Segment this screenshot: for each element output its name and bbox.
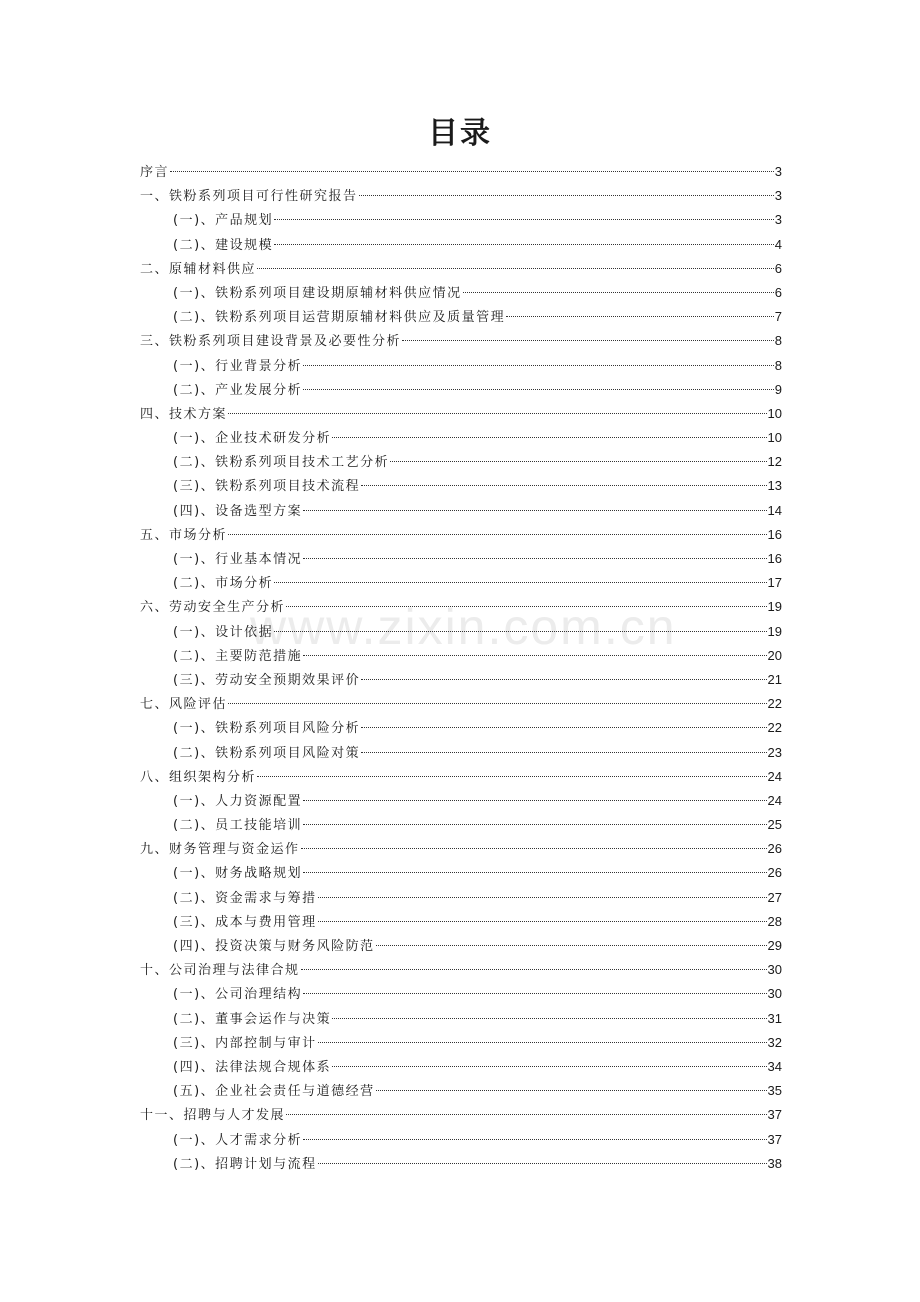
dot-leader xyxy=(318,1163,767,1164)
toc-entry[interactable] xyxy=(140,1007,782,1031)
toc-entry-page-number: 35 xyxy=(767,1083,782,1099)
toc-entry[interactable] xyxy=(140,813,782,837)
dot-leader xyxy=(286,1114,767,1115)
toc-entry[interactable] xyxy=(140,620,782,644)
toc-entry[interactable] xyxy=(140,716,782,740)
toc-entry-page-number: 9 xyxy=(774,381,782,397)
toc-entry-page-number: 24 xyxy=(767,768,782,784)
toc-entry-title: (一)、行业背景分析 xyxy=(173,358,303,374)
toc-entry-page-number: 6 xyxy=(774,284,782,300)
toc-entry[interactable] xyxy=(140,499,782,523)
toc-entry-title: (三)、铁粉系列项目技术流程 xyxy=(173,479,361,495)
toc-entry[interactable] xyxy=(140,789,782,813)
toc-entry-title: (二)、董事会运作与决策 xyxy=(173,1011,332,1027)
toc-entry[interactable] xyxy=(140,910,782,934)
dot-leader xyxy=(376,945,767,946)
toc-entry-page-number: 3 xyxy=(774,188,782,204)
dot-leader xyxy=(359,195,774,196)
toc-entry-page-number: 6 xyxy=(774,260,782,276)
toc-entry-title: (三)、劳动安全预期效果评价 xyxy=(173,672,361,688)
toc-entry-title: 九、财务管理与资金运作 xyxy=(140,842,300,858)
toc-entry-page-number: 27 xyxy=(767,889,782,905)
toc-entry-title: 二、原辅材料供应 xyxy=(140,261,257,277)
dot-leader xyxy=(301,969,767,970)
dot-leader xyxy=(228,534,767,535)
toc-entry[interactable] xyxy=(140,1128,782,1152)
toc-entry[interactable] xyxy=(140,474,782,498)
toc-entry[interactable] xyxy=(140,692,782,716)
dot-leader xyxy=(303,510,766,511)
page-title: 目录 xyxy=(428,116,492,151)
toc-entry-page-number: 21 xyxy=(767,671,782,687)
toc-entry-page-number: 26 xyxy=(767,841,782,857)
toc-entry-title: (二)、铁粉系列项目运营期原辅材料供应及质量管理 xyxy=(173,310,506,326)
dot-leader xyxy=(301,848,767,849)
dot-leader xyxy=(303,655,766,656)
toc-entry-page-number: 37 xyxy=(767,1131,782,1147)
dot-leader xyxy=(463,292,774,293)
toc-entry-title: (一)、人才需求分析 xyxy=(173,1132,303,1148)
toc-entry[interactable] xyxy=(140,1152,782,1176)
dot-leader xyxy=(332,1066,766,1067)
toc-entry-page-number: 37 xyxy=(767,1107,782,1123)
toc-entry[interactable] xyxy=(140,208,782,232)
toc-entry-title: (四)、法律法规合规体系 xyxy=(173,1059,332,1075)
toc-entry-page-number: 22 xyxy=(767,696,782,712)
dot-leader xyxy=(257,268,774,269)
toc-entry[interactable] xyxy=(140,233,782,257)
toc-entry-page-number: 20 xyxy=(767,647,782,663)
toc-entry-title: (二)、主要防范措施 xyxy=(173,648,303,664)
dot-leader xyxy=(361,752,766,753)
dot-leader xyxy=(361,679,766,680)
toc-entry[interactable] xyxy=(140,547,782,571)
dot-leader xyxy=(228,703,767,704)
toc-entry-page-number: 34 xyxy=(767,1058,782,1074)
toc-entry-title: 五、市场分析 xyxy=(140,527,228,543)
toc-entry-title: (三)、内部控制与审计 xyxy=(173,1035,317,1051)
dot-leader xyxy=(303,365,774,366)
dot-leader xyxy=(170,171,774,172)
dot-leader xyxy=(286,606,767,607)
toc-entry-title: (二)、建设规模 xyxy=(173,237,274,253)
dot-leader xyxy=(303,1139,766,1140)
toc-entry-page-number: 13 xyxy=(767,478,782,494)
toc-entry[interactable] xyxy=(140,861,782,885)
dot-leader xyxy=(303,824,766,825)
toc-entry-title: (二)、资金需求与筹措 xyxy=(173,890,317,906)
toc-entry[interactable] xyxy=(140,668,782,692)
toc-entry-title: 十一、招聘与人才发展 xyxy=(140,1108,286,1124)
toc-entry[interactable] xyxy=(140,329,782,353)
toc-entry-page-number: 28 xyxy=(767,913,782,929)
toc-entry-title: 一、铁粉系列项目可行性研究报告 xyxy=(140,189,358,205)
toc-entry[interactable] xyxy=(140,426,782,450)
toc-entry-page-number: 26 xyxy=(767,865,782,881)
dot-leader xyxy=(303,558,766,559)
dot-leader xyxy=(361,727,766,728)
toc-entry[interactable] xyxy=(140,571,782,595)
toc-entry-page-number: 10 xyxy=(767,405,782,421)
toc-entry-page-number: 14 xyxy=(767,502,782,518)
toc-entry[interactable] xyxy=(140,934,782,958)
toc-entry-page-number: 7 xyxy=(774,309,782,325)
toc-entry-title: (一)、铁粉系列项目建设期原辅材料供应情况 xyxy=(173,285,462,301)
dot-leader xyxy=(274,631,766,632)
toc-entry-title: 十、公司治理与法律合规 xyxy=(140,963,300,979)
toc-entry[interactable] xyxy=(140,1103,782,1127)
toc-entry[interactable] xyxy=(140,1079,782,1103)
toc-entry[interactable] xyxy=(140,958,782,982)
toc-entry-page-number: 31 xyxy=(767,1010,782,1026)
dot-leader xyxy=(376,1090,767,1091)
dot-leader xyxy=(303,872,766,873)
toc-entry-title: (二)、铁粉系列项目风险对策 xyxy=(173,745,361,761)
toc-entry[interactable] xyxy=(140,305,782,329)
dot-leader xyxy=(274,582,766,583)
toc-entry[interactable] xyxy=(140,378,782,402)
toc-entry-title: (一)、设计依据 xyxy=(173,624,274,640)
toc-entry-page-number: 8 xyxy=(774,357,782,373)
dot-leader xyxy=(332,437,766,438)
dot-leader xyxy=(303,993,766,994)
toc-entry-title: (一)、人力资源配置 xyxy=(173,793,303,809)
toc-entry[interactable] xyxy=(140,765,782,789)
toc-entry[interactable] xyxy=(140,886,782,910)
toc-entry-title: (一)、产品规划 xyxy=(173,213,274,229)
toc-entry-page-number: 24 xyxy=(767,792,782,808)
toc-entry[interactable] xyxy=(140,741,782,765)
toc-list xyxy=(140,160,782,1176)
toc-entry[interactable] xyxy=(140,523,782,547)
toc-entry-title: (二)、员工技能培训 xyxy=(173,818,303,834)
toc-entry-title: (二)、市场分析 xyxy=(173,576,274,592)
dot-leader xyxy=(257,776,767,777)
toc-entry-title: 七、风险评估 xyxy=(140,697,228,713)
toc-entry-title: (一)、行业基本情况 xyxy=(173,552,303,567)
watermark: www.zixin.com.cn xyxy=(250,599,677,655)
dot-leader xyxy=(506,316,774,317)
toc-entry-page-number: 10 xyxy=(767,430,782,446)
dot-leader xyxy=(390,461,766,462)
toc-entry[interactable] xyxy=(140,184,782,208)
toc-entry-title: (二)、招聘计划与流程 xyxy=(173,1156,317,1172)
toc-entry-page-number: 30 xyxy=(767,962,782,978)
toc-entry-title: 四、技术方案 xyxy=(140,406,228,422)
toc-entry-page-number: 38 xyxy=(767,1155,782,1171)
dot-leader xyxy=(402,340,774,341)
toc-entry-title: (二)、产业发展分析 xyxy=(173,382,303,398)
toc-entry-title: (二)、铁粉系列项目技术工艺分析 xyxy=(173,455,390,471)
toc-entry[interactable] xyxy=(140,450,782,474)
toc-entry[interactable] xyxy=(140,160,782,184)
toc-entry[interactable] xyxy=(140,595,782,619)
toc-entry-title: (四)、设备选型方案 xyxy=(173,503,303,519)
toc-entry-page-number: 3 xyxy=(774,212,782,228)
toc-entry-title: 三、铁粉系列项目建设背景及必要性分析 xyxy=(140,334,402,350)
toc-entry-page-number: 22 xyxy=(767,720,782,736)
toc-entry[interactable] xyxy=(140,354,782,378)
toc-entry-page-number: 29 xyxy=(767,938,782,953)
dot-leader xyxy=(332,1018,766,1019)
toc-entry-title: (五)、企业社会责任与道德经营 xyxy=(173,1084,375,1100)
toc-entry[interactable] xyxy=(140,982,782,1006)
dot-leader xyxy=(228,413,767,414)
dot-leader xyxy=(274,219,774,220)
toc-entry-title: (一)、铁粉系列项目风险分析 xyxy=(173,721,361,737)
toc-entry[interactable] xyxy=(140,1055,782,1079)
toc-entry[interactable] xyxy=(140,257,782,281)
toc-entry-page-number: 4 xyxy=(774,236,782,252)
toc-entry-page-number: 30 xyxy=(767,986,782,1002)
dot-leader xyxy=(361,485,766,486)
toc-entry-title: 序言 xyxy=(140,165,170,180)
toc-entry[interactable] xyxy=(140,402,782,426)
dot-leader xyxy=(318,1042,767,1043)
toc-entry-title: 六、劳动安全生产分析 xyxy=(140,600,286,616)
toc-entry[interactable] xyxy=(140,1031,782,1055)
toc-entry-page-number: 32 xyxy=(767,1034,782,1050)
toc-entry[interactable] xyxy=(140,281,782,305)
toc-entry-page-number: 19 xyxy=(767,623,782,639)
dot-leader xyxy=(318,921,767,922)
dot-leader xyxy=(303,800,766,801)
toc-entry-title: (一)、企业技术研发分析 xyxy=(173,431,332,447)
toc-entry-page-number: 16 xyxy=(767,526,782,542)
toc-entry-title: (一)、公司治理结构 xyxy=(173,987,303,1003)
dot-leader xyxy=(274,244,774,245)
toc-entry-page-number: 12 xyxy=(767,454,782,470)
toc-entry-page-number: 16 xyxy=(767,551,782,566)
dot-leader xyxy=(303,389,774,390)
toc-entry-page-number: 17 xyxy=(767,575,782,591)
dot-leader xyxy=(318,897,767,898)
toc-entry-page-number: 3 xyxy=(774,164,782,179)
toc-entry-page-number: 8 xyxy=(774,333,782,349)
toc-entry-title: 八、组织架构分析 xyxy=(140,769,257,785)
toc-entry-page-number: 25 xyxy=(767,817,782,833)
toc-entry[interactable] xyxy=(140,644,782,668)
toc-entry-page-number: 19 xyxy=(767,599,782,615)
toc-entry-title: (四)、投资决策与财务风险防范 xyxy=(173,939,375,954)
toc-entry-title: (三)、成本与费用管理 xyxy=(173,914,317,930)
toc-entry[interactable] xyxy=(140,837,782,861)
toc-entry-page-number: 23 xyxy=(767,744,782,760)
toc-entry-title: (一)、财务战略规划 xyxy=(173,866,303,882)
